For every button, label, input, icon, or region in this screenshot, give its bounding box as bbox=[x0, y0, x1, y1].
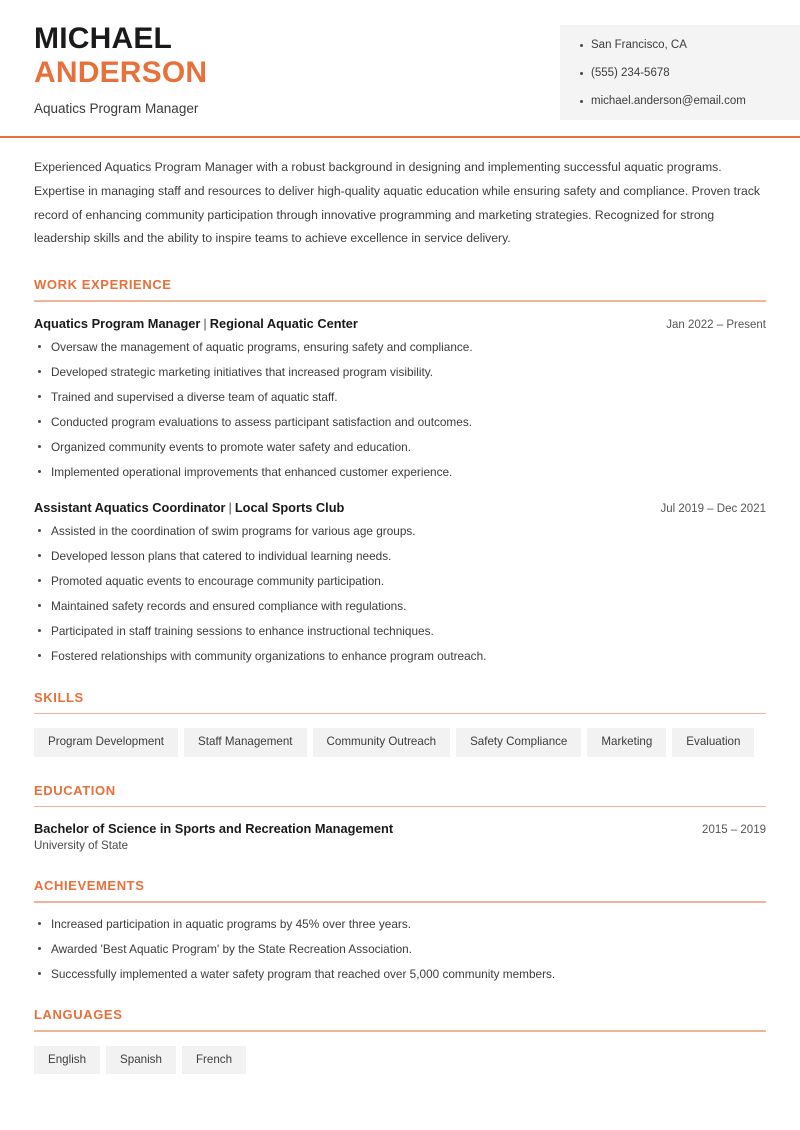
section-title-work-experience: WORK EXPERIENCE bbox=[34, 277, 172, 293]
list-item: Promoted aquatic events to encourage community participation. bbox=[34, 574, 766, 588]
title-separator: | bbox=[203, 315, 207, 331]
work-company: Local Sports Club bbox=[234, 499, 345, 515]
work-entry-title bbox=[34, 500, 344, 515]
section-work-experience bbox=[34, 277, 766, 663]
contact-item-phone[interactable] bbox=[578, 67, 784, 81]
skill-chip: Program Development bbox=[34, 728, 178, 757]
work-entry-header bbox=[34, 316, 766, 331]
language-chip: English bbox=[34, 1046, 100, 1075]
work-entry bbox=[34, 316, 766, 480]
section-divider bbox=[34, 713, 766, 715]
contact-location-text: San Francisco, CA bbox=[591, 39, 687, 51]
list-item: Maintained safety records and ensured compliance with regulations. bbox=[34, 599, 766, 613]
skill-chip: Evaluation bbox=[672, 728, 754, 757]
list-item: Organized community events to promote water safety and education. bbox=[34, 440, 766, 454]
work-company: Regional Aquatic Center bbox=[209, 315, 358, 331]
title-separator: | bbox=[228, 499, 232, 515]
section-education bbox=[34, 783, 766, 853]
section-divider bbox=[34, 1030, 766, 1032]
achievements-bullet-list bbox=[34, 917, 766, 981]
work-bullet-list bbox=[34, 340, 766, 480]
education-degree: Bachelor of Science in Sports and Recreation Management bbox=[34, 821, 394, 837]
section-title-education: EDUCATION bbox=[34, 782, 116, 798]
contact-phone-text: (555) 234-5678 bbox=[591, 66, 670, 79]
section-skills bbox=[34, 690, 766, 757]
list-item: Developed lesson plans that catered to individual learning needs. bbox=[34, 549, 766, 563]
contact-item-location bbox=[578, 39, 784, 53]
work-date-range: Jan 2022 – Present bbox=[666, 318, 766, 331]
first-name: MICHAEL bbox=[34, 22, 173, 55]
contact-list bbox=[578, 39, 784, 108]
section-languages bbox=[34, 1007, 766, 1074]
list-item: Fostered relationships with community organizations to enhance program outreach. bbox=[34, 649, 766, 663]
identity-block bbox=[0, 0, 207, 116]
contact-box bbox=[560, 25, 800, 120]
section-divider bbox=[34, 901, 766, 903]
languages-chip-list bbox=[34, 1046, 766, 1075]
section-title-achievements: ACHIEVEMENTS bbox=[34, 878, 145, 894]
skill-chip: Staff Management bbox=[184, 728, 307, 757]
education-entry-header bbox=[34, 821, 766, 836]
section-title-languages: LANGUAGES bbox=[34, 1007, 123, 1023]
list-item: Implemented operational improvements that enhanced customer experience. bbox=[34, 465, 766, 479]
list-item: Assisted in the coordination of swim programs for various age groups. bbox=[34, 524, 766, 538]
work-role: Aquatics Program Manager bbox=[34, 315, 201, 331]
language-chip: French bbox=[182, 1046, 246, 1075]
list-item: Trained and supervised a diverse team of aquatic staff. bbox=[34, 390, 766, 404]
work-date-range: Jul 2019 – Dec 2021 bbox=[660, 502, 766, 515]
section-title-skills: SKILLS bbox=[34, 689, 84, 705]
contact-email-text: michael.anderson@email.com bbox=[591, 94, 746, 107]
section-divider bbox=[34, 300, 766, 302]
list-item: Successfully implemented a water safety program that reached over 5,000 community members. bbox=[34, 967, 766, 981]
contact-item-email[interactable] bbox=[578, 95, 784, 109]
list-item: Conducted program evaluations to assess participant satisfaction and outcomes. bbox=[34, 415, 766, 429]
work-entry-title bbox=[34, 316, 358, 331]
list-item: Participated in staff training sessions to enhance instructional techniques. bbox=[34, 624, 766, 638]
list-item: Awarded 'Best Aquatic Program' by the State Recreation Association. bbox=[34, 942, 766, 956]
resume-header bbox=[0, 0, 800, 136]
section-achievements bbox=[34, 878, 766, 981]
education-date-range: 2015 – 2019 bbox=[702, 824, 766, 837]
education-school: University of State bbox=[34, 839, 129, 853]
last-name: ANDERSON bbox=[34, 55, 208, 89]
section-divider bbox=[34, 806, 766, 808]
education-entry bbox=[34, 821, 766, 852]
list-item: Developed strategic marketing initiatives that increased program visibility. bbox=[34, 365, 766, 379]
work-entry-header bbox=[34, 500, 766, 515]
work-role: Assistant Aquatics Coordinator bbox=[34, 499, 226, 515]
work-bullet-list bbox=[34, 524, 766, 664]
skill-chip: Safety Compliance bbox=[456, 728, 581, 757]
resume-body bbox=[0, 156, 800, 1074]
list-item: Oversaw the management of aquatic programs, ensuring safety and compliance. bbox=[34, 340, 766, 354]
skill-chip: Community Outreach bbox=[313, 728, 451, 757]
work-entry bbox=[34, 500, 766, 664]
list-item: Increased participation in aquatic programs by 45% over three years. bbox=[34, 917, 766, 931]
professional-summary: Experienced Aquatics Program Manager with a robust background in designing and implementing successful aquatic programs. Expertise in managing staff and resources to deliver high-quality aquatic education while ensuring safety and compliance. Proven track record of enhancing community participation through innovative programming and marketing strategies. Recognized for strong leadership skills and the ability to inspire teams to achieve excellence in service delivery. bbox=[34, 160, 761, 246]
skill-chip: Marketing bbox=[587, 728, 666, 757]
skills-chip-list bbox=[34, 728, 766, 757]
language-chip: Spanish bbox=[106, 1046, 176, 1075]
headline-job-title: Aquatics Program Manager bbox=[34, 101, 199, 117]
header-accent-rule bbox=[0, 136, 800, 138]
